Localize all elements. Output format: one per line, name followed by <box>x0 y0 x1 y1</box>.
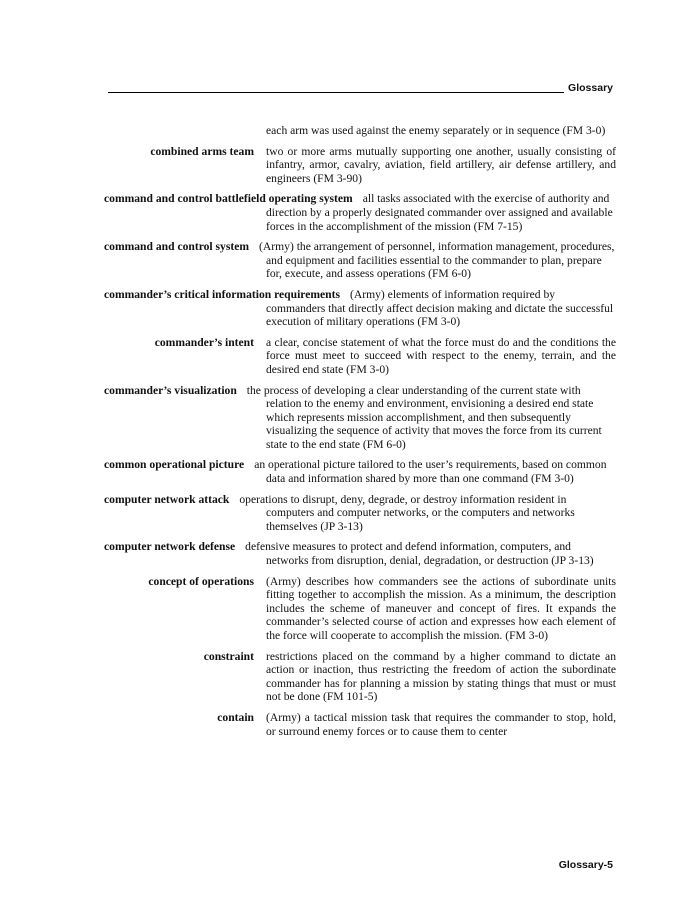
continued-definition: each arm was used against the enemy separately or in sequence (FM 3-0) <box>266 124 606 137</box>
glossary-definition: an operational picture tailored to the user’s requirements, based on common data and information shared by more than one command (FM 3-0) <box>254 458 607 486</box>
glossary-definition: (Army) a tactical mission task that requires the commander to stop, hold, or surround enemy forces or to cause them to center <box>266 710 616 738</box>
page-number: Glossary-5 <box>558 859 613 871</box>
glossary-entry-cnd <box>104 540 616 567</box>
glossary-definition: the process of developing a clear understanding of the current state with relation to the enemy and environment, envisioning a desired end state which represents mission accomplishment, and then subsequently visualizing the sequence of activity that moves the force from its current state to the end state (FM 6-0) <box>246 383 602 451</box>
glossary-term: common operational picture <box>104 458 245 472</box>
glossary-definition: two or more arms mutually supporting one another, usually consisting of infantry, armor, cavalry, aviation, field artillery, air defense artillery, and engineers (FM 3-90) <box>266 144 616 185</box>
glossary-entry-c2-bos <box>104 192 616 233</box>
glossary-term: concept of operations <box>148 574 254 588</box>
glossary-definition: (Army) elements of information required by commanders that directly affect decision making and dictate the successful execution of military operations (FM 3-0) <box>266 287 614 329</box>
glossary-term: commander’s intent <box>154 335 254 349</box>
glossary-term: constraint <box>203 649 254 663</box>
glossary-entry-commanders-visualization <box>104 384 616 452</box>
glossary-entry-ccir <box>104 288 616 329</box>
glossary-entry-c2-system <box>104 240 616 281</box>
header-rule <box>108 92 564 93</box>
glossary-term: computer network attack <box>104 492 230 506</box>
page-header-title: Glossary <box>568 82 613 94</box>
glossary-entry-combined-arms-team <box>104 145 616 186</box>
glossary-term: contain <box>217 710 254 724</box>
glossary-definition: (Army) the arrangement of personnel, information management, procedures, and equipment and facilities essential to the commander to plan, prepare for, execute, and assess operations (FM 6-0) <box>259 240 615 281</box>
glossary-entry-constraint <box>104 650 616 704</box>
glossary-content <box>104 124 616 745</box>
glossary-entry-cna <box>104 493 616 534</box>
glossary-term: commander’s visualization <box>104 383 237 397</box>
glossary-term: combined arms team <box>150 144 254 158</box>
glossary-definition: operations to disrupt, deny, degrade, or destroy information resident in computers and computer networks, or the computers and networks themselves (JP 3-13) <box>239 492 575 533</box>
glossary-term: commander’s critical information requirements <box>104 287 341 301</box>
glossary-term: computer network defense <box>104 540 236 554</box>
glossary-definition: (Army) describes how commanders see the actions of subordinate units fitting together to accomplish the mission. As a minimum, the description includes the scheme of maneuver and concept of fires. It expands the commander’s selected course of action and expresses how each element of the force will cooperate to accomplish the mission. (FM 3-0) <box>266 574 616 642</box>
glossary-term: command and control battlefield operating system <box>104 192 353 206</box>
glossary-entry-contain <box>104 711 616 738</box>
glossary-definition: a clear, concise statement of what the force must do and the conditions the force must meet to succeed with respect to the enemy, terrain, and the desired end state (FM 3-0) <box>266 335 616 376</box>
glossary-entry-commanders-intent <box>104 336 616 377</box>
glossary-term: command and control system <box>104 240 250 254</box>
glossary-definition: all tasks associated with the exercise of authority and direction by a properly designated commander over assigned and available forces in the accomplishment of the mission (FM 7-15) <box>266 192 613 233</box>
glossary-definition: restrictions placed on the command by a higher command to dictate an action or inaction, thus restricting the freedom of action the subordinate commander has for planning a mission by stating things that must or must not be done (FM 101-5) <box>266 649 616 704</box>
glossary-entry-cop <box>104 458 616 485</box>
glossary-definition: defensive measures to protect and defend information, computers, and networks from disruption, denial, degradation, or destruction (JP 3-13) <box>245 540 594 568</box>
glossary-entry-concept-of-operations <box>104 575 616 643</box>
